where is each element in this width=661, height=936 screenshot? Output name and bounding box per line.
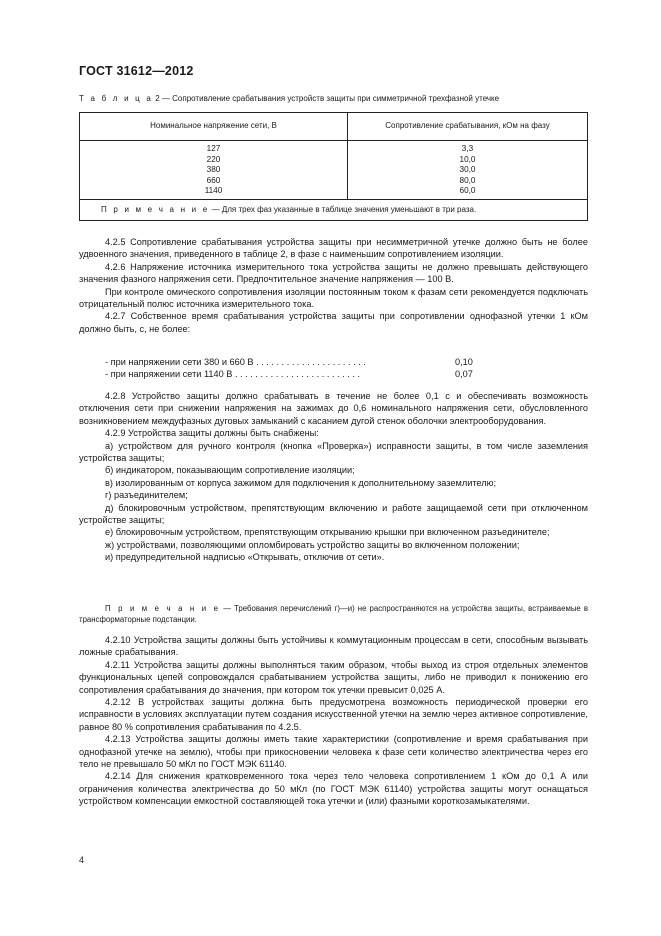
table-caption-text: 2 — Сопротивление срабатывания устройств защиты при симметричной трехфазной утечке xyxy=(153,94,500,103)
paragraph-4-2-5: 4.2.5 Сопротивление срабатывания устройства защиты при несимметричной утечке должно быть не более удвоенного значения, приведенного в таблице 2, в фазе с наименьшим сопротивлением изоляции. xyxy=(79,237,588,260)
table-cell-voltage: 220 xyxy=(206,154,221,164)
table-note xyxy=(101,205,476,214)
paragraph-4-2-7: 4.2.7 Собственное время срабатывания устройства защиты при сопротивлении однофазной утечки 1 кОм должно быть, с, не более: xyxy=(79,311,588,334)
table-note-divider xyxy=(80,199,587,200)
table-cell-resistance: 10,0 xyxy=(459,154,476,164)
list-item xyxy=(79,368,588,380)
list-item-label: - при напряжении сети 1140 В . . . . . . . . . . . . . . . . . . . . . . . . . xyxy=(105,369,361,380)
list-item-value: 0,07 xyxy=(455,369,473,380)
paragraph-4-2-13: 4.2.13 Устройства защиты должны иметь такие характеристики (сопротивление и время срабатывания при однофазной утечке на землю), чтобы при прикосновении человека к фазе сети количество электричества через его тело не превышало 50 мКл по ГОСТ МЭК 61140. xyxy=(79,734,588,770)
section-4-2-10-to-4-2-14 xyxy=(79,634,588,808)
list-item xyxy=(79,356,588,368)
table-cell-voltage: 380 xyxy=(206,165,221,175)
list-item: а) устройством для ручного контроля (кнопка «Проверка») исправности защиты, в том числе заземления устройства защиты; xyxy=(79,440,588,464)
paragraph-4-2-11: 4.2.11 Устройства защиты должны выполняться таким образом, чтобы выход из строя отдельных элементов функциональных цепей сопровождался срабатыванием устройства защиты, либо не приводил к понижению его сопротивления срабатывания до значения, при котором ток утечки превысит 0,025 А. xyxy=(79,659,588,695)
paragraph-4-2-9: 4.2.9 Устройства защиты должны быть снабжены: xyxy=(105,428,319,439)
table-cell-resistance: 80,0 xyxy=(459,175,476,185)
table-cell-voltage: 1140 xyxy=(204,186,223,196)
paragraph-4-2-14: 4.2.14 Для снижения кратковременного тока через тело человека сопротивлением 1 кОм до 0,1 А или ограничения количества электричества до 50 мКл (по ГОСТ МЭК 61140) устройства защиты могут оснащаться устройством компенсации емкостной составляющей тока утечки и (или) фазными короткозамыкателями. xyxy=(79,771,588,807)
paragraph-4-2-8: 4.2.8 Устройство защиты должно срабатывать в течение не более 0,1 с и обеспечивать возможность отключения сети при снижении напряжения на зажимах до 0,6 номинального напряжения сети, обусловленного возникновением междуфазных дуговых замыканий с касанием дугой стенок оболочки электрооборудования. xyxy=(79,391,588,426)
note-paragraph xyxy=(79,604,588,625)
paragraph-4-2-10: 4.2.10 Устройства защиты должны быть устойчивы к коммутационным процессам в сети, способным вызывать ложные срабатывания. xyxy=(79,635,588,658)
note-prefix: П р и м е ч а н и е xyxy=(105,604,221,613)
table-column-voltage xyxy=(80,144,347,197)
response-time-list xyxy=(79,356,588,381)
list-item: г) разъединителем; xyxy=(105,490,188,501)
table-cell-resistance: 3,3 xyxy=(461,144,474,153)
table-header-divider xyxy=(80,140,587,141)
table-header-voltage: Номинальное напряжение сети, В xyxy=(150,121,277,130)
document-title: ГОСТ 31612—2012 xyxy=(79,64,194,78)
page-number: 4 xyxy=(79,855,85,865)
table-caption-prefix: Т а б л и ц а xyxy=(79,94,154,103)
paragraph-4-2-6-continued: При контроле омического сопротивления изоляции постоянным током к фазам сети рекомендуется подключать отрицательный полюс источника измерительного тока. xyxy=(79,286,588,310)
list-item: ж) устройствами, позволяющими опломбировать устройство защиты во включенном положении; xyxy=(105,539,520,550)
table-cell-resistance: 30,0 xyxy=(459,165,476,175)
section-4-2-5-to-4-2-7 xyxy=(79,236,588,335)
resistance-table xyxy=(79,112,588,221)
table-note-text: — Для трех фаз указанные в таблице значения уменьшают в три раза. xyxy=(209,205,477,214)
note-text: — Требования перечислений г)—и) не распространяются на устройства защиты, встраиваемые в трансформаторные подстанции. xyxy=(79,604,588,624)
list-item: и) предупредительной надписью «Открывать, отключив от сети». xyxy=(105,552,385,563)
note-4-2-9 xyxy=(79,604,588,625)
table-header-resistance: Сопротивление срабатывания, кОм на фазу xyxy=(385,121,550,130)
list-item: б) индикатором, показывающим сопротивление изоляции; xyxy=(105,465,355,476)
table-cell-resistance: 60,0 xyxy=(459,186,476,196)
list-item: в) изолированным от корпуса зажимом для подключения к дополнительному заземлителю; xyxy=(105,477,497,488)
list-item: д) блокировочным устройством, препятствующим включению и работе защищаемой сети при отключенном устройстве защиты; xyxy=(79,502,588,526)
table-note-prefix: П р и м е ч а н и е xyxy=(101,205,210,214)
section-4-2-8-to-4-2-9 xyxy=(79,390,588,564)
list-item-value: 0,10 xyxy=(455,357,473,367)
table-column-resistance xyxy=(348,144,587,197)
paragraph-4-2-12: 4.2.12 В устройствах защиты должна быть предусмотрена возможность периодической проверки его исправности в условиях эксплуатации путем создания искусственной утечки на землю через активное сопротивление, равное 80 % сопротивления срабатывания по 4.2.5. xyxy=(79,697,588,732)
list-item-label: - при напряжении сети 380 и 660 В . . . . . . . . . . . . . . . . . . . . . . xyxy=(105,357,366,367)
table-cell-voltage: 127 xyxy=(206,144,221,153)
paragraph-4-2-6: 4.2.6 Напряжение источника измерительного тока устройства защиты не должно превышать действующего значения фазного напряжения сети. Предпочтительное значение напряжения — 100 В. xyxy=(79,261,588,285)
table-cell-voltage: 660 xyxy=(206,175,221,185)
table-caption xyxy=(79,94,499,103)
list-item: е) блокировочным устройством, препятствующим открыванию крышки при включенном разъединителе; xyxy=(105,527,550,538)
